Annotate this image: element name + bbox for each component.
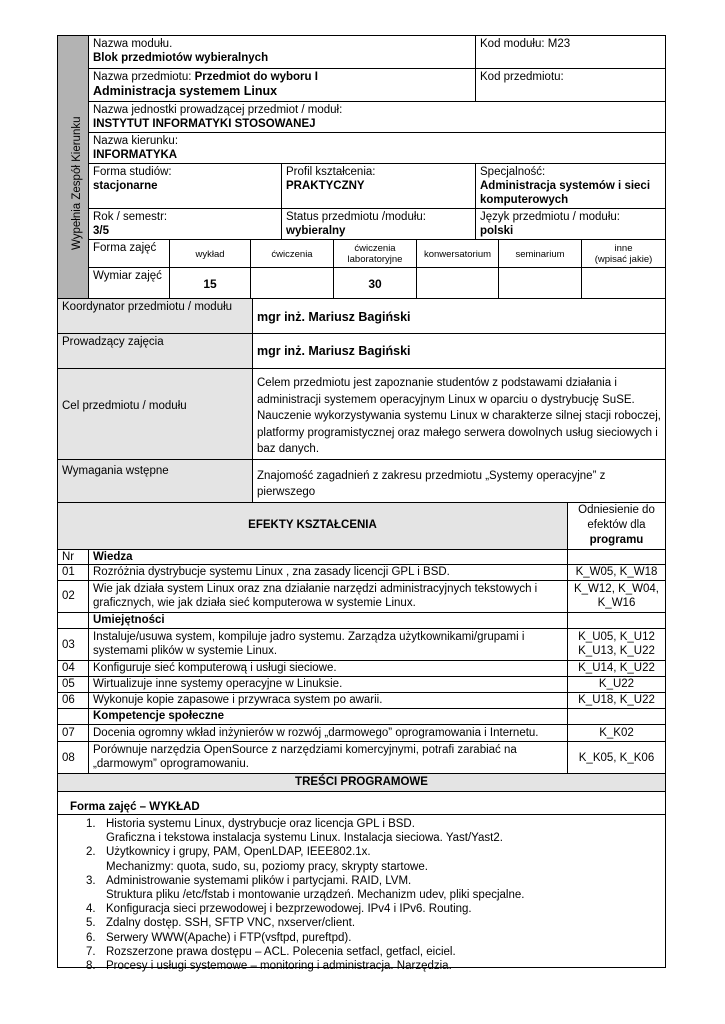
specialty-cell (475, 163, 666, 209)
teacher-label: Prowadzący zajęcia (62, 336, 164, 348)
subject-name: Administracja systemem Linux (93, 84, 278, 98)
field-name: INFORMATYKA (93, 149, 178, 161)
effect-ref-line: K_K02 (599, 727, 634, 739)
lang-cell (475, 208, 666, 240)
prereq-value-cell (252, 459, 666, 503)
teacher-label-cell (57, 333, 253, 369)
goal-label-cell (57, 368, 253, 460)
lang: polski (480, 225, 514, 237)
year-label: Rok / semestr: (93, 211, 168, 223)
effect-ref-06 (567, 692, 666, 709)
effect-nr: 07 (62, 727, 75, 739)
section-kompetencje (88, 708, 568, 725)
module-name: Blok przedmiotów wybieralnych (93, 52, 269, 64)
program-item-num: 4. (86, 903, 96, 916)
field-cell (88, 132, 666, 164)
type-cwiczenia (250, 239, 334, 268)
study-form-cell (88, 163, 282, 209)
effect-text-line: Konfiguruje sieć komputerową i usługi sieciowe. (93, 662, 337, 674)
effect-text-line: systemami plików w systemie Linux. (93, 645, 278, 657)
ref-header-line-1: Odniesienie do (578, 504, 655, 516)
effect-text-05 (88, 676, 568, 693)
hours-seminarium (498, 267, 582, 299)
section-wiedza-title: Wiedza (93, 551, 133, 563)
effect-ref-05 (567, 676, 666, 693)
program-item-num: 2. (86, 846, 96, 859)
program-item-7 (58, 945, 665, 959)
nr-label: Nr (62, 551, 75, 563)
profile-label: Profil kształcenia: (286, 166, 376, 178)
program-item-line: Rozszerzone prawa dostępu – ACL. Polecenia setfacl, getfacl, eiciel. (106, 945, 456, 958)
type-seminarium (498, 239, 582, 268)
effect-nr: 06 (62, 694, 75, 706)
goal-line: Celem przedmiotu jest zapoznanie studentów z podstawami działania i (257, 377, 617, 389)
hours-konwersatorium (416, 267, 499, 299)
effect-text-02 (88, 580, 568, 613)
goal-value-cell (252, 368, 666, 460)
goal-line: baz danych. (257, 443, 320, 455)
subject-bold: Przedmiot do wyboru I (194, 71, 318, 83)
section-kompetencje-title: Kompetencje społeczne (93, 710, 225, 722)
coordinator-value-cell (252, 298, 666, 334)
type-lab-line-2: laboratoryjne (347, 254, 403, 265)
type-seminarium-label: seminarium (515, 249, 565, 260)
effect-ref-line: K_U22 (598, 678, 635, 690)
effect-nr: 04 (62, 662, 75, 674)
effect-nr: 01 (62, 566, 75, 578)
type-inne-line-1: inne (614, 243, 633, 254)
effect-nr-06 (57, 692, 89, 709)
program-item-num: 1. (86, 818, 96, 830)
subject-label: Nazwa przedmiotu: (93, 71, 195, 83)
goal-line: Nauczenie wykorzystywania systemu Linux w charakterze silnej stacji roboczej, (257, 410, 661, 422)
specialty-line-2: komputerowych (480, 194, 569, 206)
program-title-cell (57, 773, 666, 792)
effect-ref-line: K_U13, K_U22 (578, 645, 655, 657)
program-item-3 (58, 874, 665, 902)
section-wiedza (88, 549, 568, 565)
type-wyklad-label: wykład (195, 249, 225, 260)
effect-nr: 05 (62, 678, 75, 690)
program-item-num: 3. (86, 874, 96, 887)
program-item-line: Konfiguracja sieci przewodowej i bezprzewodowej. IPv4 i IPv6. Routing. (106, 903, 472, 916)
hours-lab (333, 267, 417, 299)
type-cwiczenia-label: ćwiczenia (271, 249, 313, 260)
program-form-title: Forma zajęć – WYKŁAD (70, 801, 200, 813)
module-name-cell (88, 35, 476, 69)
effect-nr-05 (57, 676, 89, 693)
specialty-label: Specjalność: (480, 166, 546, 178)
effect-ref-03 (567, 628, 666, 661)
subject-code: Kod przedmiotu: (480, 71, 564, 83)
effect-text-line: Instaluje/usuwa system, kompiluje jadro systemu. Zarządza użytkownikami/grupami i (93, 631, 525, 643)
goal-line: administracji systemem operacyjnym Linux w oparciu o dystrybucję SuSE. (257, 393, 635, 406)
effect-text-01 (88, 564, 568, 581)
type-inne (581, 239, 666, 268)
program-item-line: Mechanizmy: quota, sudo, su, poziomy pracy, skrypty startowe. (106, 860, 428, 873)
effect-ref-01 (567, 564, 666, 581)
section-kompetencje-nr (57, 708, 89, 725)
effect-nr-01 (57, 564, 89, 581)
program-item-line: Procesy i usługi systemowe – monitoring i administracja. Narzędzia. (106, 960, 452, 973)
program-item-num: 7. (86, 945, 96, 958)
effect-text-08 (88, 741, 568, 774)
type-lab-line-1: ćwiczenia (354, 243, 396, 254)
section-umiejetnosci (88, 612, 568, 629)
field-label: Nazwa kierunku: (93, 135, 179, 147)
profile: PRAKTYCZNY (286, 180, 365, 192)
effect-ref-line: K_W12, K_W04, (573, 583, 659, 595)
effects-title-cell (57, 502, 568, 550)
program-item-line: Serwery WWW(Apache) i FTP(vsftpd, pureftpd). (106, 931, 352, 944)
effect-text-06 (88, 692, 568, 709)
prereq-line: Znajomość zagadnień z zakresu przedmiotu „Systemy operacyjne” z pierwszego (257, 470, 606, 498)
type-lab (333, 239, 417, 268)
effects-title: EFEKTY KSZTAŁCENIA (248, 519, 377, 531)
coordinator-label-cell (57, 298, 253, 334)
program-items-cell (57, 814, 666, 973)
effect-text-line: Wie jak działa system Linux oraz zna działanie narzędzi administracyjnych tekstowych i (93, 583, 538, 595)
prereq-label: Wymagania wstępne (62, 465, 169, 477)
nr-label-cell (57, 549, 89, 565)
effect-text-line: Porównuje narzędzia OpenSource z narzędziami komercyjnymi, potrafi zarabiać na (93, 744, 517, 756)
specialty-line-1: Administracja systemów i sieci (480, 180, 651, 192)
effect-ref-line: K_W05, K_W18 (575, 566, 658, 578)
status: wybieralny (286, 225, 346, 237)
effect-text-line: graficznych, wie jak działa sieć komputerowa w systemie Linux. (93, 597, 416, 609)
program-item-1 (58, 817, 665, 845)
effect-ref-line: K_K05, K_K06 (578, 752, 655, 764)
section-umiejetnosci-title: Umiejętności (93, 614, 165, 626)
prereq-label-cell (57, 459, 253, 503)
hours-wyklad-value: 15 (203, 277, 217, 291)
effect-ref-07 (567, 724, 666, 742)
study-form: stacjonarne (93, 180, 158, 192)
side-label: Wypełnia Zespół Kierunku (71, 116, 83, 250)
effects-ref-header-cell (567, 502, 666, 550)
forma-label-cell (88, 239, 170, 268)
unit-label: Nazwa jednostki prowadzącej przedmiot / moduł: (93, 104, 343, 116)
effect-ref-line: K_U14, K_U22 (578, 662, 655, 674)
module-name-label: Nazwa modułu. (93, 38, 173, 50)
program-form-cell (57, 791, 666, 815)
program-item-6 (58, 931, 665, 945)
effect-ref-04 (567, 660, 666, 677)
effect-ref-line: K_W16 (597, 597, 636, 609)
program-item-line: Zdalny dostęp. SSH, SFTP VNC, nxserver/client. (106, 917, 356, 930)
type-wyklad (169, 239, 251, 268)
effect-nr-02 (57, 580, 89, 613)
effect-text-04 (88, 660, 568, 677)
unit-name: INSTYTUT INFORMATYKI STOSOWANEJ (93, 118, 316, 130)
ref-header-line-3: programu (589, 534, 644, 546)
effect-ref-02 (567, 580, 666, 613)
program-item-line: Historia systemu Linux, dystrybucje oraz licencja GPL i BSD. (106, 818, 415, 830)
program-item-line: Struktura pliku /etc/fstab i montowanie urządzeń. Mechanizm udev, pliki specjalne. (106, 889, 525, 902)
type-inne-line-2: (wpisać jakie) (594, 254, 653, 265)
program-item-num: 5. (86, 917, 96, 930)
subject-name-cell (88, 68, 476, 102)
year: 3/5 (93, 225, 109, 237)
effect-text-03 (88, 628, 568, 661)
lang-label: Język przedmiotu / modułu: (480, 211, 620, 223)
ref-header-line-2: efektów dla (587, 519, 646, 531)
effect-ref-08 (567, 741, 666, 774)
coordinator-label: Koordynator przedmiotu / modułu (62, 301, 233, 313)
section-umiejetnosci-nr (57, 612, 89, 629)
program-item-line: Użytkownicy i grupy, PAM, OpenLDAP, IEEE802.1x. (106, 846, 371, 859)
effect-ref-line: K_U05, K_U12 (578, 631, 655, 643)
program-item-num: 8. (86, 960, 96, 973)
program-item-num: 6. (86, 931, 96, 944)
wymiar-label: Wymiar zajęć (93, 270, 162, 282)
effect-text-line: „darmowym” oprogramowaniu. (93, 758, 249, 770)
module-code: Kod modułu: M23 (480, 38, 571, 50)
program-title: TREŚCI PROGRAMOWE (295, 776, 428, 788)
hours-lab-value: 30 (368, 277, 382, 291)
year-cell (88, 208, 282, 240)
effect-nr-03 (57, 628, 89, 661)
wymiar-label-cell (88, 267, 170, 299)
program-item-5 (58, 916, 665, 930)
hours-wyklad (169, 267, 251, 299)
subject-label-line (93, 70, 471, 84)
goal-label: Cel przedmiotu / modułu (62, 400, 187, 412)
section-kompetencje-ref (567, 708, 666, 725)
teacher: mgr inż. Mariusz Bagiński (257, 344, 411, 358)
profile-cell (281, 163, 476, 209)
hours-cwiczenia (250, 267, 334, 299)
status-label: Status przedmiotu /modułu: (286, 211, 426, 223)
section-umiejetnosci-ref (567, 612, 666, 629)
effect-nr: 02 (62, 590, 75, 602)
effect-nr-04 (57, 660, 89, 677)
program-item-line: Administrowanie systemami plików i partycjami. RAID, LVM. (106, 874, 412, 887)
effect-text-line: Wykonuje kopie zapasowe i przywraca system po awarii. (93, 694, 383, 706)
unit-cell (88, 101, 666, 133)
program-item-8 (58, 959, 665, 973)
study-form-label: Forma studiów: (93, 166, 172, 178)
program-item-2 (58, 845, 665, 873)
effect-nr-07 (57, 724, 89, 742)
teacher-value-cell (252, 333, 666, 369)
hours-inne (581, 267, 666, 299)
status-cell (281, 208, 476, 240)
effect-text-line: Rozróżnia dystrybucje systemu Linux , zna zasady licencji GPL i BSD. (93, 566, 450, 578)
coordinator: mgr inż. Mariusz Bagiński (257, 310, 411, 324)
effect-text-07 (88, 724, 568, 742)
type-konwersatorium (416, 239, 499, 268)
type-konwersatorium-label: konwersatorium (423, 249, 492, 260)
forma-label: Forma zajęć (93, 242, 157, 254)
goal-line: platformy programistycznej oraz małego serwera dowolnych usług sieciowych i (257, 426, 658, 439)
subject-code-cell (475, 68, 666, 102)
effect-ref-line: K_U18, K_U22 (578, 694, 655, 706)
effect-text-line: Docenia ogromny wkład inżynierów w rozwój „darmowego” oprogramowania i Internetu. (93, 727, 539, 739)
section-wiedza-ref (567, 549, 666, 565)
program-item-line: Graficzna i tekstowa instalacja systemu Linux. Instalacja sieciowa. Yast/Yast2. (106, 832, 503, 845)
module-code-cell (475, 35, 666, 69)
program-item-4 (58, 902, 665, 916)
effect-nr-08 (57, 741, 89, 774)
effect-text-line: Wirtualizuje inne systemy operacyjne w Linuksie. (93, 678, 343, 690)
effect-nr: 03 (62, 639, 75, 651)
effect-nr: 08 (62, 752, 75, 764)
